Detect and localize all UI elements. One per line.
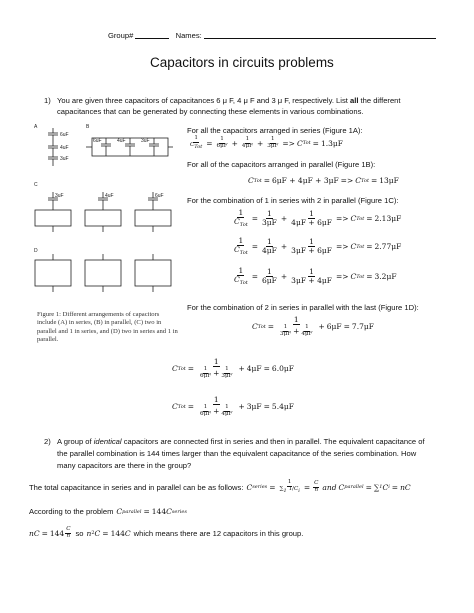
q2-final-line: nC = 144 $\frac{C}{n}$ so n 2 C = 144 C which means there are 12 capacitors in this group. (29, 526, 304, 539)
cap-label-a3: 3uF (60, 156, 69, 162)
one-two-label: For the combination of 1 in series with 2 in parallel (Figure 1C): (187, 196, 399, 205)
q2-line1: A group of identical capacitors are connected first in series and then in parallel. The equivalent capacitance of (57, 437, 425, 446)
cap-label-b6: 6uF (93, 138, 102, 144)
two-one-label: For the combination of 2 in series in parallel with the last (Figure 1D): (187, 303, 419, 312)
figure-caption: Figure 1: Different arrangements of capacitors include (A) in series, (B) in parallel, (C) two in parallel and 1 in series, and (D) two in series and 1 in parallel. (37, 311, 178, 344)
series-label: For all the capacitors arranged in series (Figure 1A): (187, 126, 363, 135)
names-blank (204, 31, 436, 39)
eq-d2: C Tot = 1 $\frac{1}{6\mu F}$ + $\frac{1}{3\mu F}$ + 4μF = 6.0μF (172, 357, 294, 379)
q2-line3: many capacitors are there in the group? (57, 461, 192, 470)
eq-c3: $\frac{1}{C_{Tot}}$ = $\frac{1}{6\mu F}$ + $\frac{1}{3\mu F + 4\mu F}$ => C Tot = 3.2μF (234, 266, 397, 286)
group-label: Group# (108, 31, 134, 40)
cap-label-b3: 3uF (141, 138, 150, 144)
names-label: Names: (175, 31, 202, 40)
q2-line2: the parallel combination is 144 times larger than the equivalent capacitance of the series combination. How (57, 449, 417, 458)
eq-parallel: C Tot = 6μF + 4μF + 3μF => C Tot = 13μF (248, 176, 399, 185)
cap-label-b4: 4uF (117, 138, 126, 144)
eq-c1: $\frac{1}{C_{Tot}}$ = $\frac{1}{3\mu F}$ + $\frac{1}{4\mu F + 6\mu F}$ => C Tot = 2.13μF (234, 208, 402, 228)
group-blank (135, 31, 169, 39)
group-line (108, 31, 436, 40)
cap-label-c3: 6uF (155, 193, 164, 199)
eq-d1: C Tot = 1 $\frac{1}{3\mu F}$ + $\frac{1}{4\mu F}$ + 6μF = 7.7μF (252, 315, 374, 337)
parallel-label: For all of the capacitors arranged in parallel (Figure 1B): (187, 160, 376, 169)
eq-series: $\frac{1}{\text{CTot}}$ = $\frac{1}{6\mu F}$ + $\frac{1}{4\mu F}$ + $\frac{1}{3\mu F}$ => C Tot = 1.3μF (190, 135, 343, 150)
q2-according-line: According to the problem C parallel = 144 C series (29, 507, 187, 516)
q2-number: 2) (44, 437, 51, 446)
page-title: Capacitors in circuits problems (150, 55, 334, 70)
cap-label-a4: 4uF (60, 145, 69, 151)
figure-1-circuits (31, 120, 176, 310)
q1-number: 1) (44, 96, 51, 105)
figure-label-b: B (86, 124, 90, 130)
cap-label-c2: 4uF (105, 193, 114, 199)
eq-d3: C Tot = 1 $\frac{1}{6\mu F}$ + $\frac{1}{4\mu F}$ + 3μF = 5.4μF (172, 395, 294, 417)
q1-text-line1: You are given three capacitors of capacitances 6 μ F, 4 μ F and 3 μ F, respectively. List all the different (57, 96, 401, 105)
figure-label-c: C (34, 182, 38, 188)
cap-label-a6: 6uF (60, 132, 69, 138)
cap-label-c1: 3uF (55, 193, 64, 199)
q2-total-line: The total capacitance in series and in parallel can be as follows: C series = $\frac{1}{\sum 1 1/Ci}$ = $\frac{C}{n}$ and C parallel = ∑ 1 C i = nC (29, 479, 411, 494)
figure-label-d: D (34, 248, 38, 254)
eq-c2: $\frac{1}{C_{Tot}}$ = $\frac{1}{4\mu F}$ + $\frac{1}{3\mu F + 6\mu F}$ => C Tot = 2.77μF (234, 236, 402, 256)
figure-label-a: A (34, 124, 38, 130)
q1-text-line2: capacitances that can be generated by connecting these elements in various combinations. (57, 107, 364, 116)
